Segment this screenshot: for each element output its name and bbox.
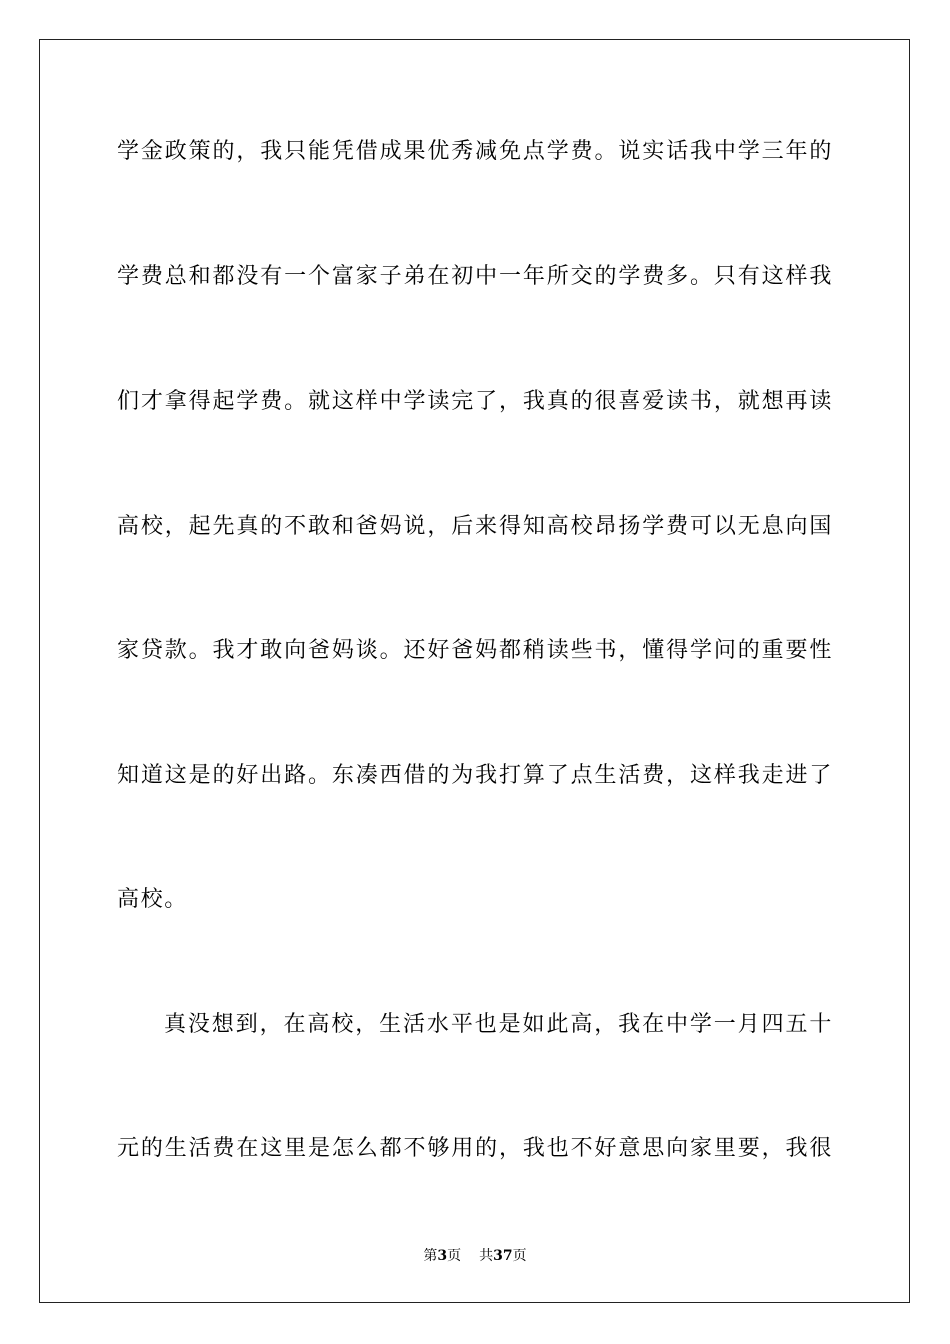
total-prefix: 共	[479, 1248, 494, 1264]
body-text-line: 们才拿得起学费。就这样中学读完了，我真的很喜爱读书，就想再读	[117, 389, 833, 414]
body-text-line: 知道这是的好出路。东凑西借的为我打算了点生活费，这样我走进了	[117, 763, 833, 788]
body-text-line: 高校，起先真的不敢和爸妈说，后来得知高校昂扬学费可以无息向国	[117, 514, 833, 539]
body-text-line: 学费总和都没有一个富家子弟在初中一年所交的学费多。只有这样我	[117, 264, 833, 289]
body-text-line: 家贷款。我才敢向爸妈谈。还好爸妈都稍读些书，懂得学问的重要性	[117, 638, 833, 663]
page-footer	[0, 1247, 950, 1265]
total-suffix: 页	[512, 1248, 527, 1264]
paragraph-first-line: 真没想到，在高校，生活水平也是如此高，我在中学一月四五十	[164, 1012, 833, 1037]
page-suffix: 页	[447, 1248, 462, 1264]
body-text-line: 高校。	[117, 887, 188, 912]
page-prefix: 第	[423, 1248, 438, 1264]
page-number: 3	[437, 1248, 448, 1264]
body-text-line: 学金政策的，我只能凭借成果优秀减免点学费。说实话我中学三年的	[117, 139, 833, 164]
body-text-line: 元的生活费在这里是怎么都不够用的，我也不好意思向家里要，我很	[117, 1136, 833, 1161]
page-border	[39, 39, 910, 1303]
total-pages: 37	[493, 1248, 513, 1264]
